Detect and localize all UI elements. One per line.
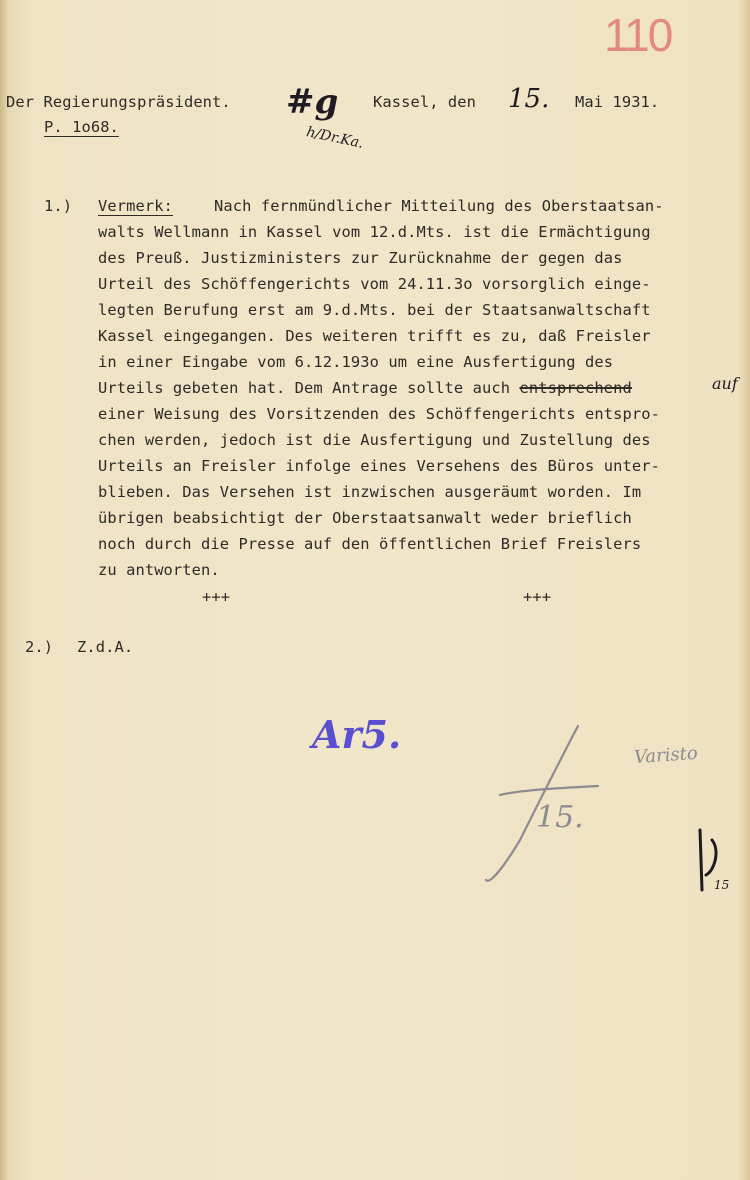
pencil-note: Varisto <box>633 742 699 769</box>
item-1-number: 1.) <box>44 197 73 215</box>
item-2-number: 2.) <box>25 638 54 656</box>
body-line-1: Nach fernmündlicher Mitteilung des Oberstaatsan- <box>214 197 664 215</box>
office-title: Der Regierungspräsident. <box>6 93 231 111</box>
body-line-6: Kassel eingegangen. Des weiteren trifft es zu, daß Freisler <box>98 327 651 345</box>
separator-right: +++ <box>523 588 552 606</box>
body-line-9: einer Weisung des Vorsitzenden des Schöffengerichts entspro- <box>98 405 660 423</box>
body-line-15: zu antworten. <box>98 561 220 579</box>
body-line-2: walts Wellmann in Kassel vom 12.d.Mts. ist die Ermächtigung <box>98 223 651 241</box>
month-year: Mai 1931. <box>575 93 660 111</box>
body-line-4: Urteil des Schöffengerichts vom 24.11.3o vorsorglich einge- <box>98 275 651 293</box>
separator-left: +++ <box>202 588 231 606</box>
body-line-7: in einer Eingabe vom 6.12.193o um eine Ausfertigung des <box>98 353 614 371</box>
body-line-12: blieben. Das Versehen ist inzwischen ausgeräumt worden. Im <box>98 483 642 501</box>
folio-number: 110 <box>604 9 672 61</box>
violet-mark: Ar5. <box>312 712 402 757</box>
body-line-13: übrigen beabsichtigt der Oberstaatsanwalt weder brieflich <box>98 509 632 527</box>
body-line-10: chen werden, jedoch ist die Ausfertigung und Zustellung des <box>98 431 651 449</box>
inserted-word: auf <box>712 374 738 393</box>
signature-date: 15. <box>536 800 584 835</box>
body-line-3: des Preuß. Justizministers zur Zurücknahme der gegen das <box>98 249 623 267</box>
place-date-prefix: Kassel, den <box>373 93 477 111</box>
body-line-11: Urteils an Freisler infolge eines Versehens des Büros unter- <box>98 457 660 475</box>
top-initial: #g <box>286 82 339 122</box>
item-2-text: Z.d.A. <box>77 638 134 656</box>
file-number: P. 1o68. <box>44 118 119 136</box>
body-line-5: legten Berufung erst am 9.d.Mts. bei der Staatsanwaltschaft <box>98 301 651 319</box>
handwritten-day: 15. <box>508 84 550 114</box>
body-line-8-text: Urteils gebeten hat. Dem Antrage sollte auch <box>98 379 511 397</box>
struck-word: entsprechend <box>519 379 632 397</box>
bottom-initial-date: 15 <box>714 878 730 892</box>
top-initial-sub: h/Dr.Ka. <box>304 124 365 152</box>
body-line-14: noch durch die Presse auf den öffentlichen Brief Freislers <box>98 535 642 553</box>
vermerk-label: Vermerk: <box>98 197 173 215</box>
